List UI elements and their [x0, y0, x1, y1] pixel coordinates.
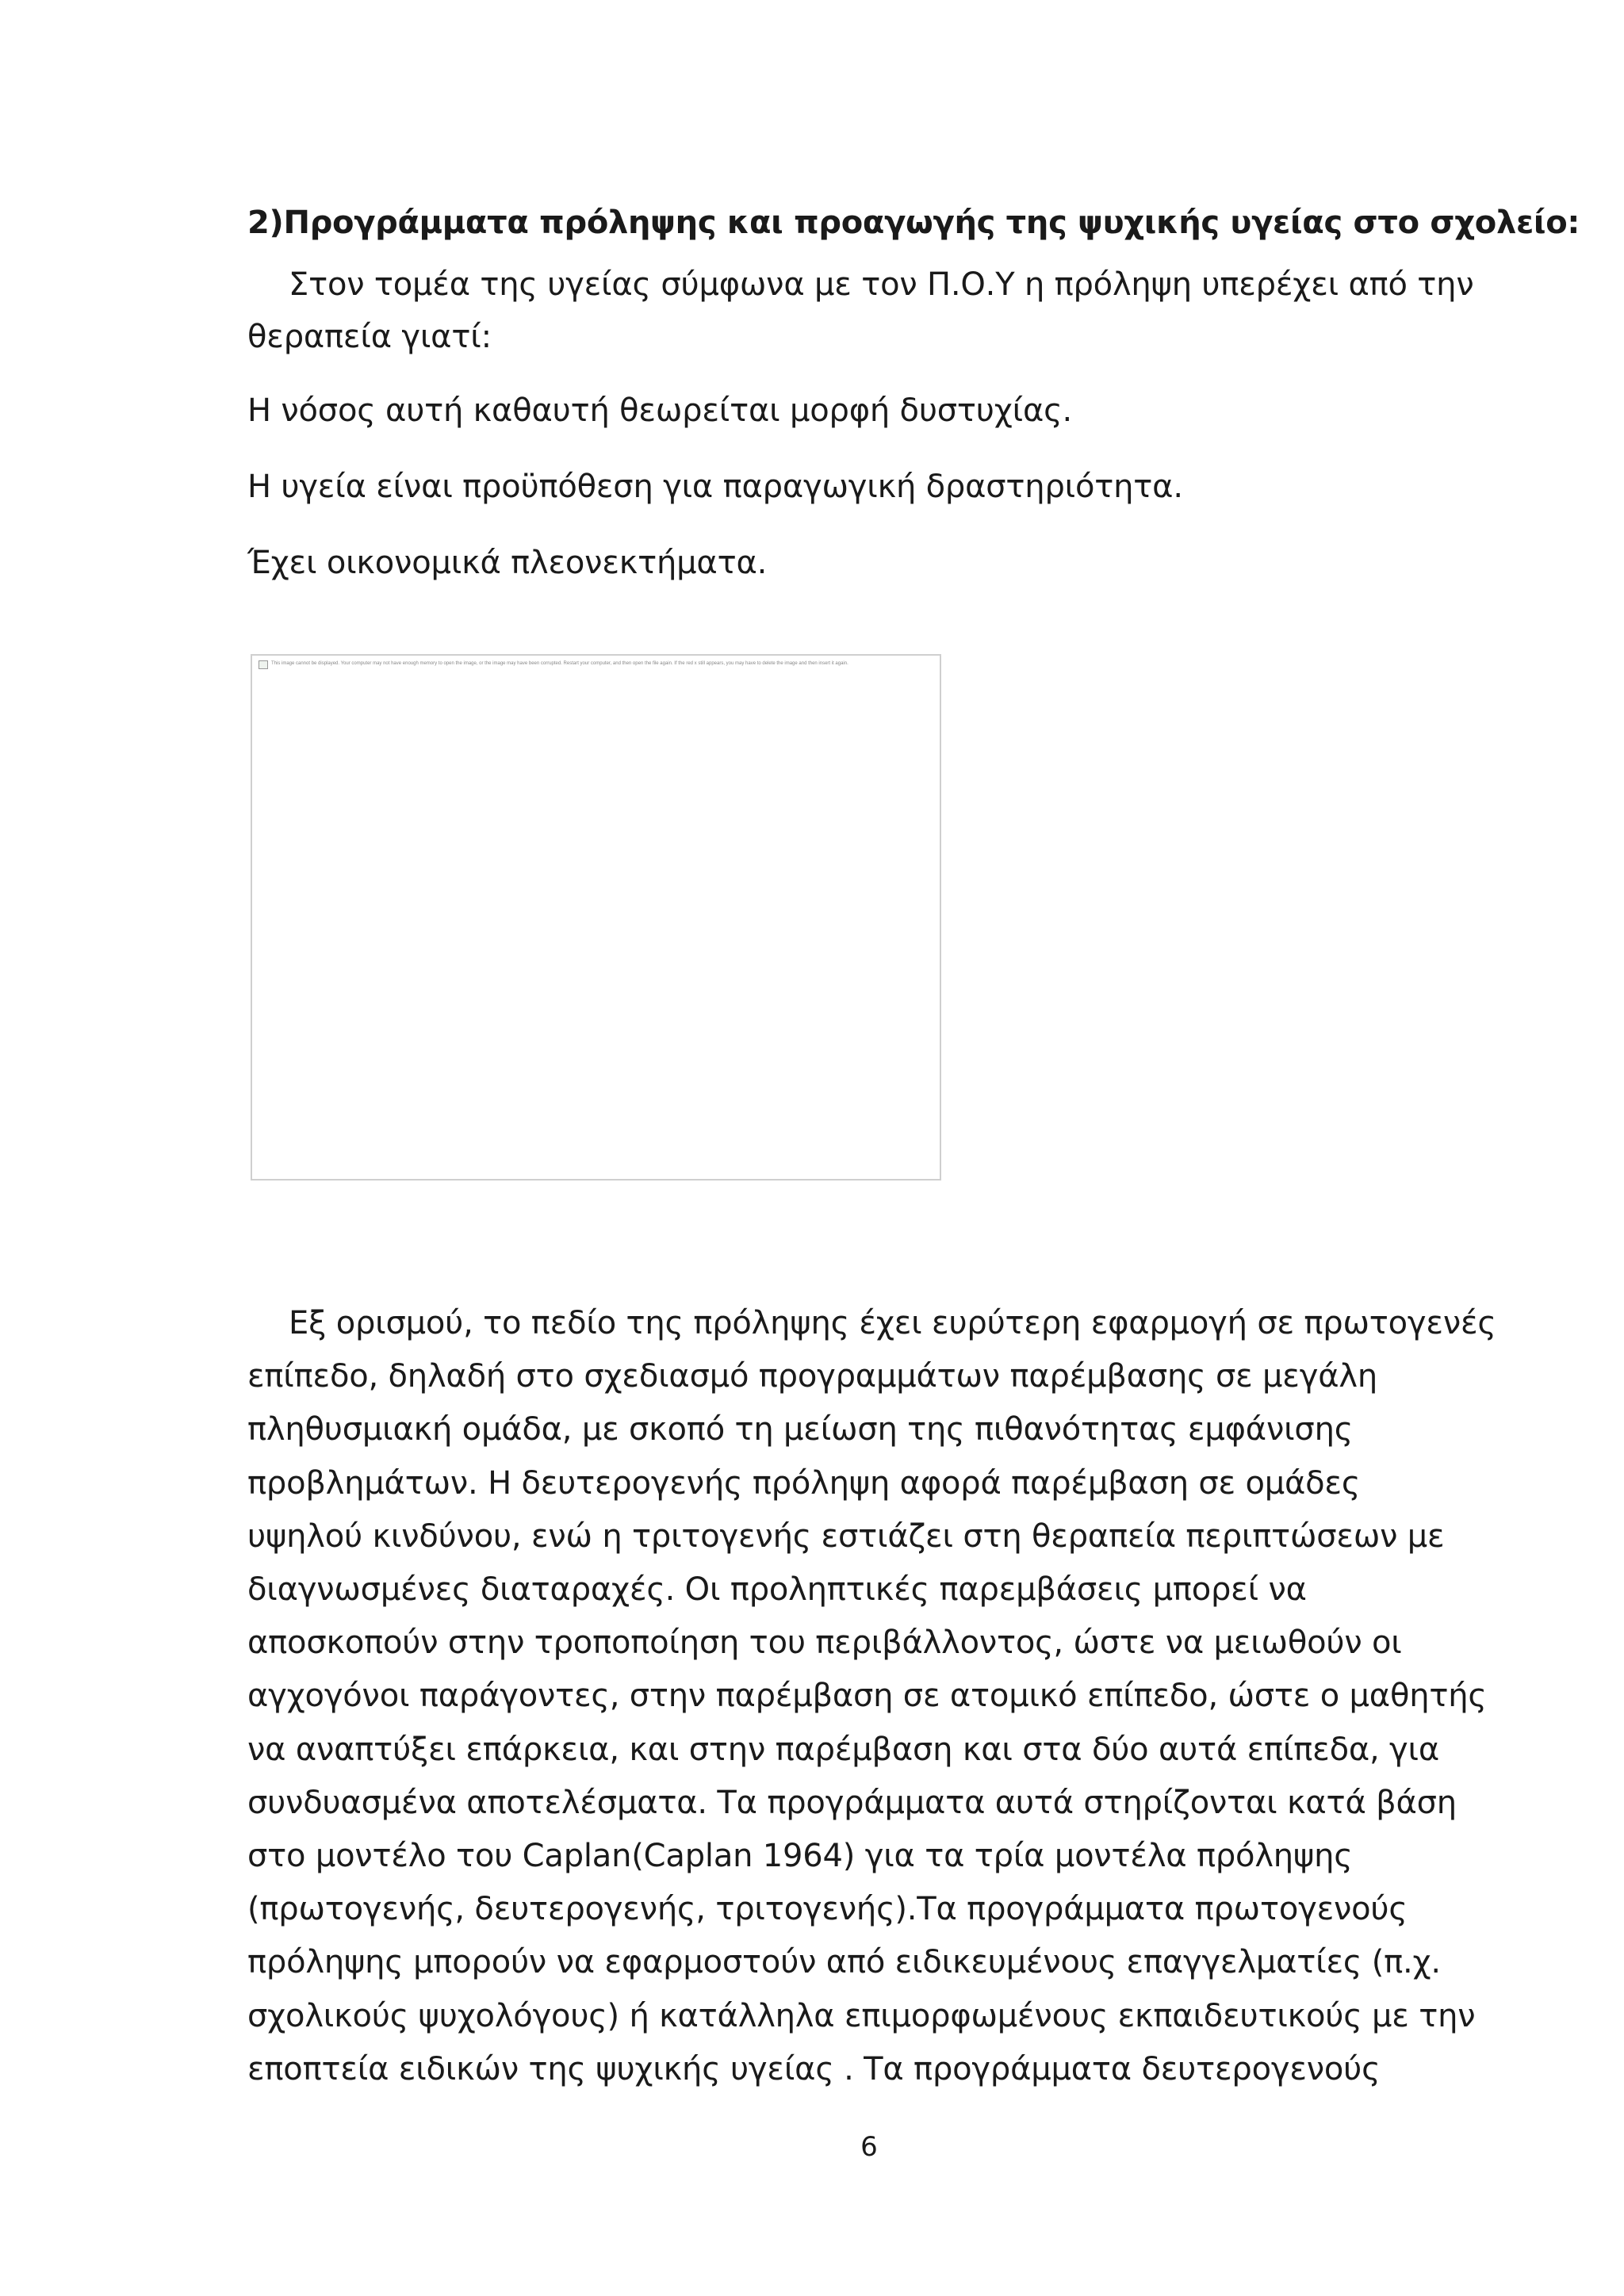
body-line: πληθυσμιακή ομάδα, με σκοπό τη μείωση της πιθανότητας εμφάνισης	[247, 1411, 1354, 1448]
body-line: αποσκοπούν στην τροποποίηση του περιβάλλοντος, ώστε να μειωθούν οι	[247, 1624, 1402, 1662]
body-line: συνδυασμένα αποτελέσματα. Τα προγράμματα αυτά στηρίζονται κατά βάση	[247, 1784, 1457, 1821]
broken-image-message: This image cannot be displayed. Your computer may not have enough memory to open the image, or the image may have been corrupted. Restart your computer, and then open the file again. If the red x still appears, you may have to delete the image and then insert it again.	[271, 661, 848, 666]
intro-paragraph: Στον τομέα της υγείας σύμφωνα με τον Π.Ο.Υ η πρόληψη υπερέχει από την θεραπεία γιατί:	[247, 266, 1474, 355]
body-line: στο μοντέλο του Caplan(Caplan 1964) για τα τρία μοντέλα πρόληψης	[247, 1838, 1353, 1875]
reason-item: Έχει οικονομικά πλεονεκτήματα.	[247, 545, 768, 581]
broken-image-placeholder	[251, 654, 941, 1181]
body-line: αγχογόνοι παράγοντες, στην παρέμβαση σε ατομικό επίπεδο, ώστε ο μαθητής	[247, 1678, 1487, 1715]
page-number: 6	[860, 2131, 878, 2163]
body-line: επίπεδο, δηλαδή στο σχεδιασμό προγραμμάτων παρέμβασης σε μεγάλη	[247, 1358, 1377, 1395]
body-line: πρόληψης μπορούν να εφαρμοστούν από ειδικευμένους επαγγελματίες (π.χ.	[247, 1944, 1441, 1981]
body-line: Εξ ορισμού, το πεδίο της πρόληψης έχει ευρύτερη εφαρμογή σε πρωτογενές	[289, 1305, 1496, 1341]
body-line: να αναπτύξει επάρκεια, και στην παρέμβαση και στα δύο αυτά επίπεδα, για	[247, 1731, 1440, 1768]
body-line: σχολικούς ψυχολόγους) ή κατάλληλα επιμορφωμένους εκπαιδευτικούς με την	[247, 1997, 1476, 2034]
body-line: υψηλού κινδύνου, ενώ η τριτογενής εστιάζει στη θεραπεία περιπτώσεων με	[247, 1517, 1445, 1555]
reason-item: Η νόσος αυτή καθαυτή θεωρείται μορφή δυστυχίας.	[247, 392, 1072, 429]
body-line: προβλημάτων. Η δευτερογενής πρόληψη αφορά παρέμβαση σε ομάδες	[247, 1464, 1361, 1502]
body-line: διαγνωσμένες διαταραχές. Οι προληπτικές παρεμβάσεις μπορεί να	[247, 1571, 1307, 1609]
body-paragraph	[247, 1297, 1500, 2096]
reason-item: Η υγεία είναι προϋπόθεση για παραγωγική δραστηριότητα.	[247, 469, 1183, 505]
broken-image-icon	[259, 660, 268, 669]
body-line: εποπτεία ειδικών της ψυχικής υγείας . Τα προγράμματα δευτερογενούς	[247, 2050, 1381, 2087]
section-heading: 2)Προγράμματα πρόληψης και προαγωγής της ψυχικής υγείας στο σχολείο:	[247, 205, 1580, 241]
body-line: (πρωτογενής, δευτερογενής, τριτογενής).Τα προγράμματα πρωτογενούς	[247, 1891, 1408, 1928]
page-content	[247, 197, 1580, 612]
